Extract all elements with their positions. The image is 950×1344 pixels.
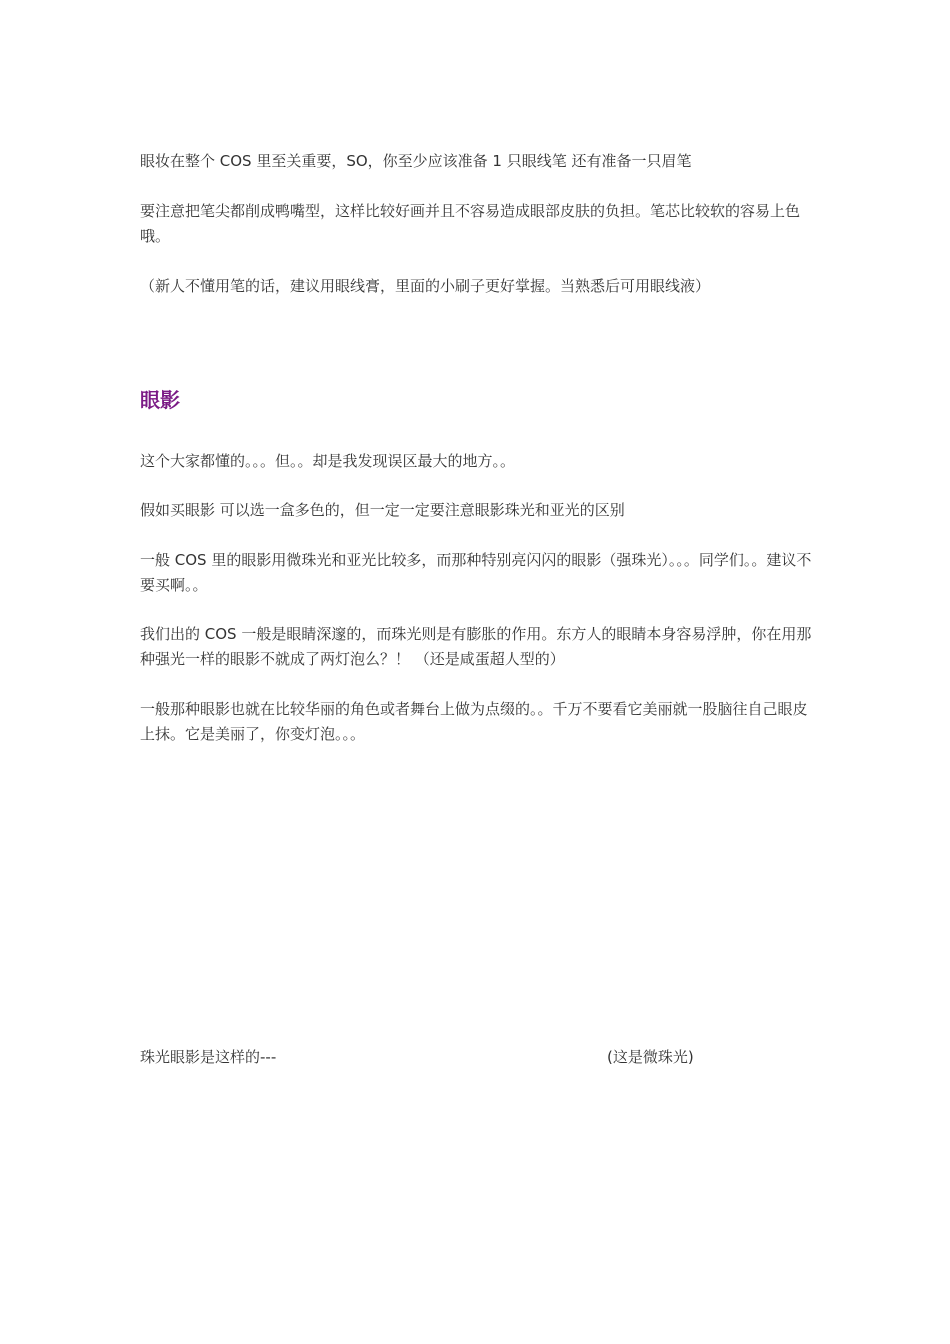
eyeliner-paragraph-3: （新人不懂用笔的话，建议用眼线膏，里面的小刷子更好掌握。当熟悉后可用眼线液） — [140, 277, 711, 295]
micro-pearl-caption: (这是微珠光) — [607, 1048, 694, 1066]
eyeshadow-paragraph-1: 这个大家都懂的。。。但。。却是我发现误区最大的地方。。 — [140, 452, 516, 470]
eyeshadow-heading: 眼影 — [140, 388, 180, 412]
eyeshadow-paragraph-4: 我们出的 COS 一般是眼睛深邃的，而珠光则是有膨胀的作用。东方人的眼睛本身容易浮肿，你在用那种强光一样的眼影不就成了两灯泡么？！ （还是咸蛋超人型的） — [140, 625, 812, 668]
eyeliner-paragraph-2: 要注意把笔尖都削成鸭嘴型，这样比较好画并且不容易造成眼部皮肤的负担。笔芯比较软的容易上色哦。 — [140, 202, 801, 245]
eyeshadow-paragraph-2: 假如买眼影 可以选一盒多色的，但一定一定要注意眼影珠光和亚光的区别 — [140, 501, 625, 519]
eyeliner-paragraph-1: 眼妆在整个 COS 里至关重要，SO，你至少应该准备 1 只眼线笔 还有准备一只眉笔 — [140, 152, 692, 170]
eyeshadow-paragraph-3: 一般 COS 里的眼影用微珠光和亚光比较多，而那种特别亮闪闪的眼影（强珠光）。。。同学们。。建议不要买啊。。 — [140, 551, 812, 594]
pearl-eyeshadow-caption: 珠光眼影是这样的--- — [140, 1048, 277, 1066]
eyeshadow-paragraph-5: 一般那种眼影也就在比较华丽的角色或者舞台上做为点缀的。。千万不要看它美丽就一股脑往自己眼皮上抹。它是美丽了，你变灯泡。。。 — [140, 700, 808, 743]
